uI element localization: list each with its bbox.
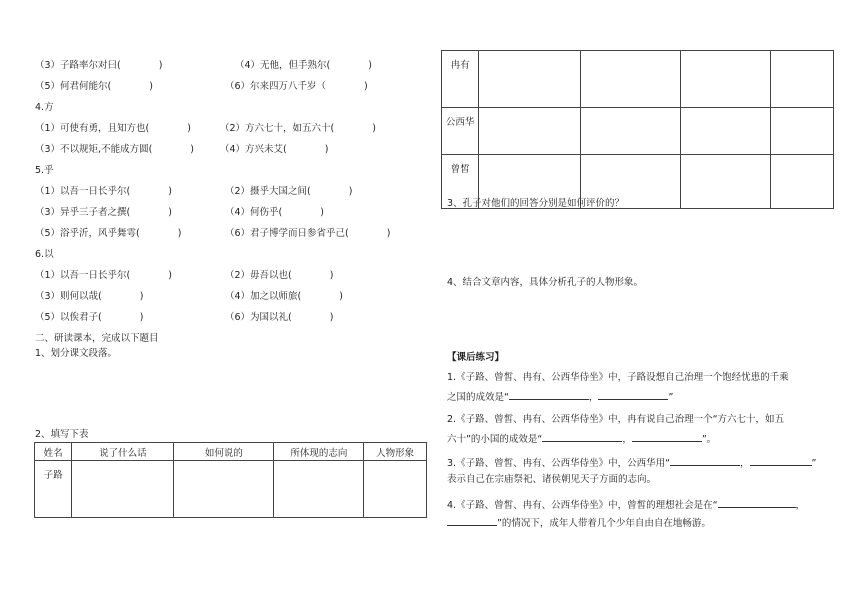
ex1-suffix: ”	[668, 392, 674, 403]
ex4-blank-2[interactable]	[447, 515, 497, 526]
header-what-said: 说了什么话	[72, 443, 174, 461]
ex3-blank-2[interactable]	[750, 455, 812, 466]
answer-cell[interactable]	[681, 51, 771, 108]
after-class-title: 【课后练习】	[447, 352, 505, 363]
answer-cell[interactable]	[274, 461, 364, 518]
s5-row1-a: （1）以吾一日长乎尔( )	[35, 186, 172, 197]
exercise-2-line-2	[447, 431, 716, 446]
s5-row3-b: （6）君子博学而日参省乎己( )	[225, 228, 391, 239]
s4-row2-a: （3）不以规矩,不能成方圆( )	[35, 144, 194, 155]
answer-cell[interactable]	[581, 51, 681, 108]
ex2-comma: ，	[622, 434, 632, 445]
ex3-comma: ，	[740, 458, 750, 469]
s5-row2-b: （4）何伤乎( )	[225, 207, 324, 218]
header-image: 人物形象	[364, 443, 427, 461]
character-table	[34, 442, 427, 518]
exercise-3-line-2: 表示自己在宗庙祭祀、诸侯朝见天子方面的志向。	[447, 474, 657, 485]
ex3-prefix: 3.《子路、曾皙、冉有、公西华侍坐》中，公西华用“	[447, 458, 670, 469]
s6-row1-b: （2）毋吾以也( )	[225, 270, 334, 281]
s6-row3-b: （6）为国以礼( )	[225, 312, 334, 323]
ex4-prefix: 4.《子路、曾皙、冉有、公西华侍坐》中，曾皙的理想社会是在“	[447, 500, 718, 511]
ex2-suffix: ”。	[701, 434, 717, 445]
header-aspiration: 所体现的志向	[274, 443, 364, 461]
answer-cell[interactable]	[174, 461, 274, 518]
answer-cell[interactable]	[681, 155, 771, 209]
part-2-title: 二、研读课本，完成以下题目	[35, 333, 159, 344]
exercise-2-line-1: 2.《子路、曾皙、冉有、公西华侍坐》中，冉有说自己治理一个“方六七十，如五	[447, 414, 784, 425]
exercise-3-line-1	[447, 455, 816, 470]
row-name-zengxi: 曾皙	[442, 155, 479, 209]
s5-row2-a: （3）异乎三子者之撰( )	[35, 207, 172, 218]
section-5-title: 5.乎	[35, 165, 54, 176]
row-name-gongxihua: 公西华	[442, 108, 479, 155]
character-table-continued	[441, 50, 834, 209]
ex1-prefix: 之国的成效是“	[447, 392, 509, 403]
ex1-comma: ，	[588, 392, 599, 403]
ex2-blank-2[interactable]	[632, 431, 702, 442]
header-name: 姓名	[35, 443, 72, 461]
answer-cell[interactable]	[681, 108, 771, 155]
q3-row-b: （4）无他，但手熟尔( )	[235, 60, 372, 71]
answer-cell[interactable]	[771, 51, 834, 108]
question-3: 3、孔子对他们的回答分别是如何评价的？	[447, 198, 625, 209]
section-4-title: 4.方	[35, 102, 54, 113]
s6-row1-a: （1）以吾一日长乎尔( )	[35, 270, 172, 281]
ex2-blank-1[interactable]	[542, 431, 622, 442]
s5-row1-b: （2）摄乎大国之间( )	[225, 186, 353, 197]
s6-row2-a: （3）则何以哉( )	[35, 291, 144, 302]
table-header-row	[35, 443, 427, 461]
answer-cell[interactable]	[364, 461, 427, 518]
ex3-blank-1[interactable]	[670, 455, 740, 466]
q3-row-a: （3）子路率尔对曰( )	[35, 60, 163, 71]
s6-row2-b: （4）加之以师旅( )	[225, 291, 343, 302]
s4-row1-b: （2）方六七十，如五六十( )	[220, 123, 376, 134]
question-4: 4、结合文章内容，具体分析孔子的人物形象。	[447, 277, 644, 288]
table-row	[35, 461, 427, 518]
answer-cell[interactable]	[581, 108, 681, 155]
ex4-suffix: ”的情况下，成年人带着几个少年自由自在地畅游。	[497, 518, 711, 529]
row-name-zilu: 子路	[35, 461, 72, 518]
s4-row2-b: （4）方兴未艾( )	[220, 144, 329, 155]
ex4-blank-1[interactable]	[718, 497, 796, 508]
answer-cell[interactable]	[72, 461, 174, 518]
q5-row-a: （5）何君何能尔( )	[35, 81, 153, 92]
row-name-ranyou: 冉有	[442, 51, 479, 108]
s5-row3-a: （5）浴乎沂，风乎舞雩( )	[35, 228, 182, 239]
ex2-prefix: 六十”的小国的成效是“	[447, 434, 543, 445]
s4-row1-a: （1）可使有勇，且知方也( )	[35, 123, 191, 134]
exercise-4-line-1	[447, 497, 805, 512]
table-row	[442, 108, 834, 155]
exercise-1-line-2	[447, 389, 673, 404]
ex1-blank-1[interactable]	[509, 389, 589, 400]
question-2: 2、填写下表	[35, 429, 89, 440]
ex1-blank-2[interactable]	[598, 389, 668, 400]
ex4-comma: ，	[795, 500, 806, 511]
question-1: 1、划分课文段落。	[35, 348, 118, 359]
header-how-said: 如何说的	[174, 443, 274, 461]
exercise-1-line-1: 1.《子路、曾皙、冉有、公西华侍坐》中，子路设想自己治理一个饱经忧患的千乘	[447, 372, 789, 383]
table-row	[442, 51, 834, 108]
s6-row3-a: （5）以俟君子( )	[35, 312, 144, 323]
section-6-title: 6.以	[35, 249, 54, 260]
answer-cell[interactable]	[479, 51, 581, 108]
ex3-suffix: ”	[811, 458, 817, 469]
answer-cell[interactable]	[771, 155, 834, 209]
answer-cell[interactable]	[771, 108, 834, 155]
exercise-4-line-2	[447, 515, 711, 530]
q5-row-b: （6）尔来四万八千岁（ )	[225, 81, 368, 92]
answer-cell[interactable]	[479, 108, 581, 155]
